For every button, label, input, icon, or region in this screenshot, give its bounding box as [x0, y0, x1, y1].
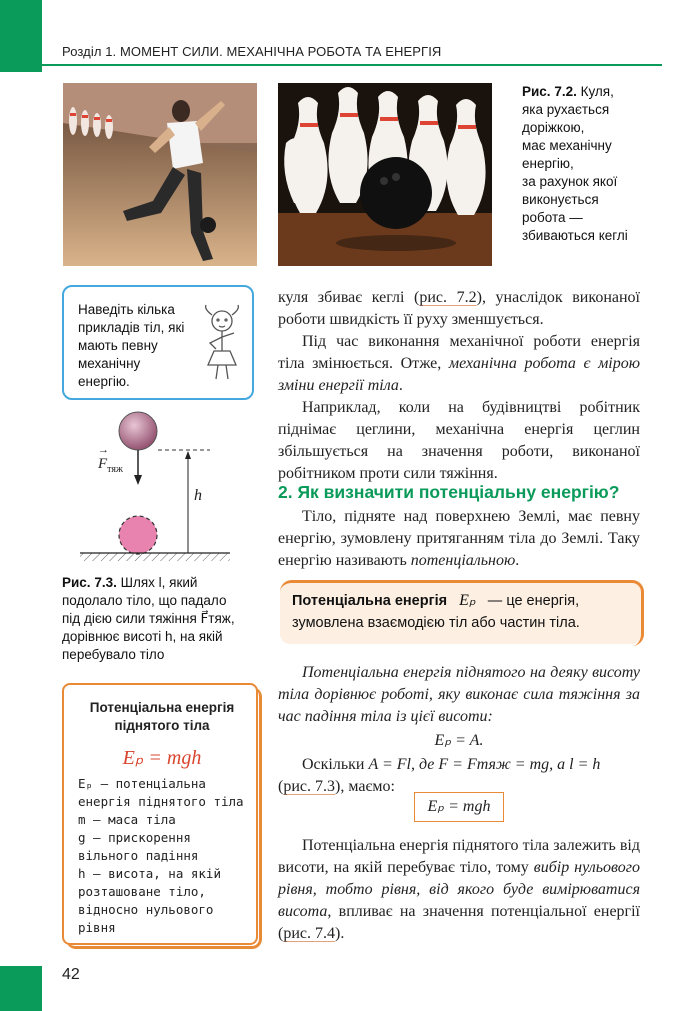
caption-line: Куля,: [580, 84, 614, 99]
section-2-intro: [278, 506, 640, 572]
running-header: Розділ 1. МОМЕНТ СИЛИ. МЕХАНІЧНА РОБОТА ТА ЕНЕРГІЯ: [62, 44, 442, 59]
caption-line: Шлях l, який: [120, 575, 198, 590]
emphasis-text: вибір нульового рівня, тобто рівня, від якого буде вимірюватися висота: [278, 859, 641, 920]
definition-text: [292, 590, 632, 634]
caption-line: має механічну: [522, 138, 612, 153]
text-run: .: [515, 552, 520, 569]
figure-7-3-label: Рис. 7.3.: [62, 575, 117, 590]
text-run: .: [398, 377, 403, 394]
ball-top: [119, 412, 157, 450]
caption-line: робота —: [522, 210, 583, 225]
bowler-photo: [63, 83, 257, 266]
inline-equation: A = Fl, де F = Fтяж = mg, а l = h: [368, 756, 601, 773]
force-symbol: F: [98, 456, 108, 472]
caption-line: дорівнює висоті h, на якій: [62, 629, 223, 644]
figure-ref-7-2[interactable]: рис. 7.2: [419, 289, 477, 306]
force-subscript: тяж: [107, 464, 123, 475]
text-run: куля збиває кеглі (: [278, 289, 420, 306]
figure-7-3-caption: [62, 574, 262, 664]
emphasis-text: потенціальною: [410, 552, 516, 569]
height-label: h: [194, 487, 202, 504]
caption-line: доріжкою,: [522, 120, 585, 135]
text-run: ), маємо:: [335, 778, 395, 795]
title-line: піднятого тіла: [114, 718, 210, 733]
header-rule: [42, 64, 662, 66]
question-box: [62, 285, 254, 400]
legend-item: h — висота, на якій розташоване тіло, відносно нульового рівня: [78, 866, 221, 935]
body-text-final: [278, 835, 640, 945]
caption-line: під дією сили тяжіння F⃗тяж,: [62, 611, 235, 626]
legend-item: g — прискорення вільного падіння: [78, 830, 199, 863]
legend-item: Eₚ — потенціальна енергія піднятого тіла: [78, 776, 244, 809]
caption-line: збиваються кеглі: [522, 228, 628, 243]
paragraph: Наприклад, коли на будівництві робітник піднімає цеглини, механічна енергія цеглин збільшується на значення роботи, виконаної робітником проти сили тяжіння.: [278, 399, 640, 482]
figure-7-2-label: Рис. 7.2.: [522, 84, 577, 99]
page-number: 42: [62, 966, 80, 983]
boxed-formula: Eₚ = mgh: [414, 792, 504, 822]
caption-line: за рахунок якої: [522, 174, 618, 189]
emphasis-text: механічна робота є мірою зміни енергії тіла: [278, 355, 640, 394]
formula-legend: [78, 775, 254, 937]
thinking-girl-icon: [198, 303, 250, 383]
equation-ep-a: Eₚ = A.: [434, 732, 484, 749]
figure-7-2-caption: [522, 83, 652, 245]
top-green-tab: [0, 0, 42, 72]
figure-ref-7-3[interactable]: рис. 7.3: [283, 778, 335, 795]
bottom-green-tab: [0, 966, 42, 1011]
body-text-bottom: Потенціальна енергія піднятого на деяку висоту тіла дорівнює роботі, яку виконає сила тяжіння за час падіння тіла із цієї висоти: Eₚ = A. Оскільки A = Fl, де F = Fтяж = mg, а l = h (рис. 7.3), маємо:: [278, 664, 640, 795]
text-run: Під час виконання механічної роботи енергія тіла змінюється. Отже,: [278, 333, 640, 372]
force-label: → $F_{тяж}$: [98, 444, 123, 475]
caption-line: подолало тіло, що падало: [62, 593, 227, 608]
text-run: Тіло, підняте над поверхнею Землі, має певну енергію, зумовлену притяганням тіла до Землі. Таку енергію називають: [278, 508, 640, 569]
caption-line: виконується: [522, 192, 599, 207]
caption-line: енергію,: [522, 156, 574, 171]
definition-symbol: Eₚ: [459, 592, 476, 609]
text-run: , впливає на значення потенціальної енергії (: [278, 903, 640, 942]
ground: [80, 553, 230, 561]
figure-7-3-diagram: [70, 405, 270, 570]
legend-item: m — маса тіла: [78, 812, 176, 827]
formula-box-title: [64, 699, 260, 735]
definition-body: — це енергія, зумовлена взаємодією тіл або частин тіла.: [292, 593, 580, 631]
text-run: Оскільки: [302, 756, 369, 773]
question-text: Наведіть кілька прикладів тіл, які мають певну механічну енергію.: [78, 302, 185, 389]
section-2-title: 2. Як визначити потенціальну енергію?: [278, 482, 620, 502]
text-run: Потенціальна енергія піднятого тіла залежить від висоти, на якій перебуває тіло, тому: [278, 837, 640, 876]
text-run: ), унаслідок виконаної роботи швидкість її руху зменшується.: [278, 289, 641, 328]
potential-energy-formula: Eₚ = mgh: [122, 747, 202, 769]
ball-bottom: [119, 516, 157, 554]
paragraph: Потенціальна енергія піднятого на деяку висоту тіла дорівнює роботі, яку виконає сила тяжіння за час падіння тіла із цієї висоти:: [278, 664, 640, 725]
text-run: ).: [335, 925, 345, 942]
formula-box: [62, 683, 258, 945]
caption-line: перебувало тіло: [62, 647, 165, 662]
caption-line: яка рухається: [522, 102, 610, 117]
definition-term: Потенціальна енергія: [292, 593, 448, 609]
pins-photo: [278, 83, 492, 266]
title-line: Потенціальна енергія: [89, 700, 235, 715]
body-text-top: [278, 287, 640, 485]
figure-ref-7-4[interactable]: рис. 7.4: [283, 925, 335, 942]
